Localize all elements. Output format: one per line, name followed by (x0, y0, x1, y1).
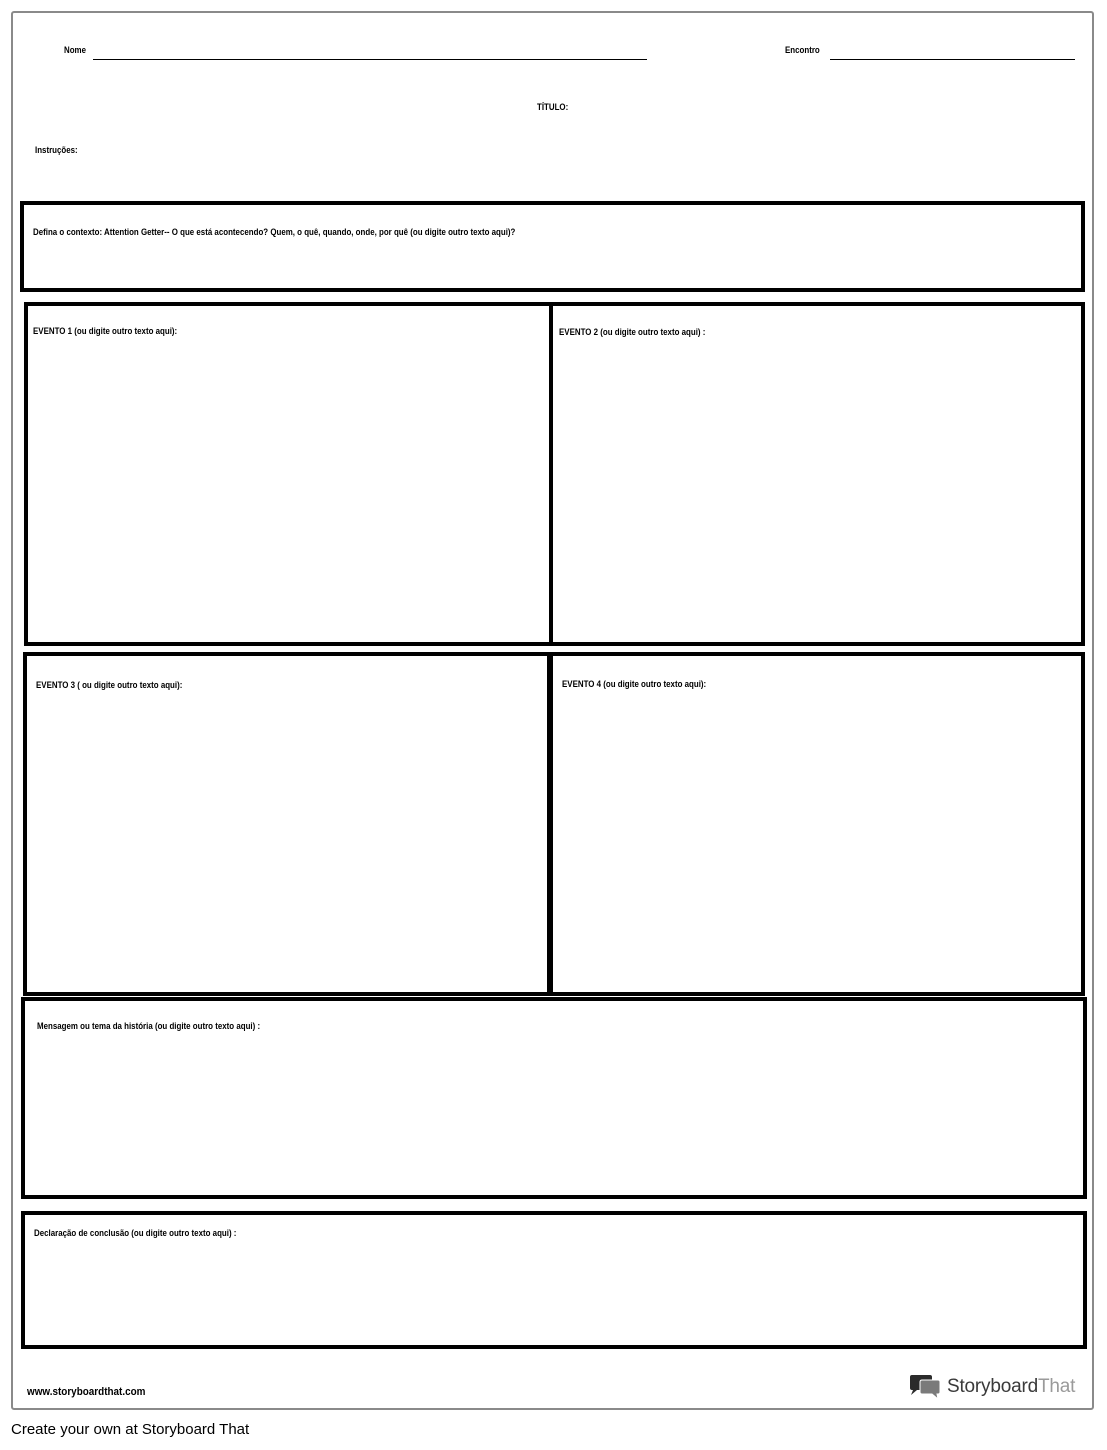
title-label: TÍTULO: (537, 102, 569, 112)
message-box[interactable] (21, 997, 1087, 1199)
event-2-box[interactable] (549, 302, 1085, 646)
conclusion-box[interactable] (21, 1211, 1087, 1349)
create-your-own-caption[interactable]: Create your own at Storyboard That (11, 1421, 250, 1438)
storyboardthat-logo[interactable] (908, 1374, 1075, 1400)
date-field-line[interactable] (830, 59, 1075, 60)
speech-bubbles-icon (908, 1374, 942, 1400)
date-label: Encontro (785, 45, 820, 55)
name-field-line[interactable] (93, 59, 647, 60)
context-prompt: Defina o contexto: Attention Getter-- O que está acontecendo? Quem, o quê, quando, onde, por quê (ou digite outro texto aqui)? (33, 227, 516, 237)
context-box[interactable] (20, 201, 1085, 292)
event-4-box[interactable] (547, 652, 1085, 996)
event-1-box[interactable] (24, 302, 553, 646)
event-3-label: EVENTO 3 ( ou digite outro texto aqui): (36, 680, 183, 690)
event-4-label: EVENTO 4 (ou digite outro texto aqui): (562, 679, 707, 689)
logo-word-that: That (1037, 1376, 1076, 1397)
conclusion-label: Declaração de conclusão (ou digite outro texto aqui) : (34, 1228, 237, 1238)
message-label: Mensagem ou tema da história (ou digite outro texto aqui) : (37, 1021, 261, 1031)
footer-url[interactable]: www.storyboardthat.com (27, 1386, 146, 1398)
instructions-label: Instruções: (35, 145, 78, 155)
event-1-label: EVENTO 1 (ou digite outro texto aqui): (33, 326, 178, 336)
logo-word-storyboard: Storyboard (947, 1376, 1038, 1397)
event-3-box[interactable] (23, 652, 553, 996)
event-2-label: EVENTO 2 (ou digite outro texto aqui) : (559, 327, 706, 337)
name-label: Nome (64, 45, 87, 55)
